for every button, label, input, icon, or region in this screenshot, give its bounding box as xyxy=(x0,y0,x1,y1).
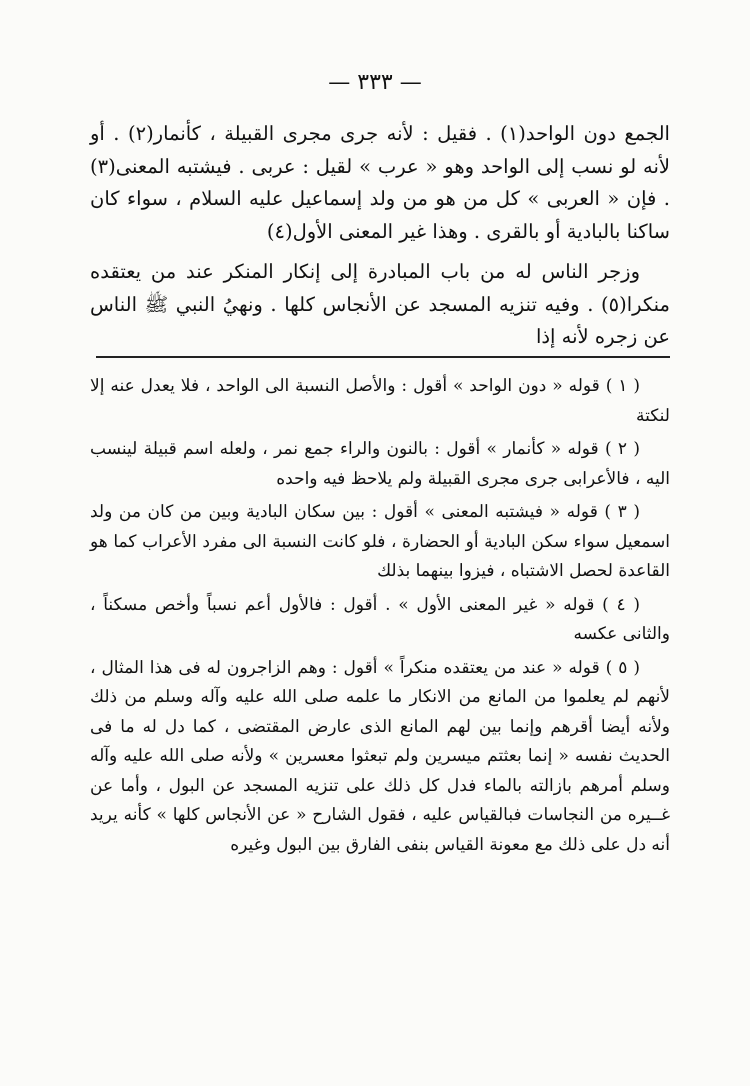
footnote-separator xyxy=(96,356,670,358)
footnotes xyxy=(90,372,670,864)
footnote: ( ٥ ) قوله « عند من يعتقده منكراً » أقول : وهم الزاجرون له فى هذا المثال ، لأنهم لم يعلموا من المانع من الانكار ما علمه صلى الله عليه وآله وسلم من ذلك ولأنه أيضا أقرهم وإنما بين لهم المانع الذى عارض المقتضى ، كما دل له ما فى الحديث نفسه « إنما بعثتم ميسرين ولم تبعثوا معسرين » ولأنه صلى الله عليه وآله وسلم أمرهم بازالته بالماء فدل كل ذلك على تنزيه المسجد عن البول ، وأما عن غــيره من النجاسات فبالقياس عليه ، فقول الشارح « عن الأنجاس كلها » كأنه يريد أنه دل على ذلك مع معونة القياس بنفى الفارق بين البول وغيره xyxy=(90,657,670,855)
footnote: ( ٢ ) قوله « كأنمار » أقول : بالنون والراء جمع نمر ، ولعله اسم قبيلة لينسب اليه ، فالأعرابى جرى مجرى القبيلة ولم يلاحظ فيه واحده xyxy=(90,439,670,489)
main-paragraph: وزجر الناس له من باب المبادرة إلى إنكار المنكر عند من يعتقده منكرا(٥) . وفيه تنزيه المسجد عن الأنجاس كلها . ونهيُ النبي ﷺ الناس عن زجره لأنه إذا xyxy=(90,260,670,348)
footnote: ( ١ ) قوله « دون الواحد » أقول : والأصل النسبة الى الواحد ، فلا يعدل عنه إلا لنكتة xyxy=(90,376,670,426)
main-text xyxy=(90,118,670,354)
page-number: — ٣٣٣ — xyxy=(328,70,422,95)
main-paragraph: الجمع دون الواحد(١) . فقيل : لأنه جرى مجرى القبيلة ، كأنمار(٢) . أو لأنه لو نسب إلى الواحد وهو « عرب » لقيل : عربى . فيشتبه المعنى(٣) . فإن « العربى » كل من هو من ولد إسماعيل عليه السلام ، سواء كان ساكنا بالبادية أو بالقرى . وهذا غير المعنى الأول(٤) xyxy=(90,122,670,243)
footnote: ( ٤ ) قوله « غير المعنى الأول » . أقول : فالأول أعم نسباً وأخص مسكناً ، والثانى عكسه xyxy=(90,594,670,644)
footnote: ( ٣ ) قوله « فيشتبه المعنى » أقول : بين سكان البادية وبين من كان من ولد اسمعيل سواء سكن البادية أو الحضارة ، فلو كانت النسبة الى مفرد الأعراب كما هو القاعدة لحصل الاشتباه ، فيزوا بينهما بذلك xyxy=(90,502,670,581)
